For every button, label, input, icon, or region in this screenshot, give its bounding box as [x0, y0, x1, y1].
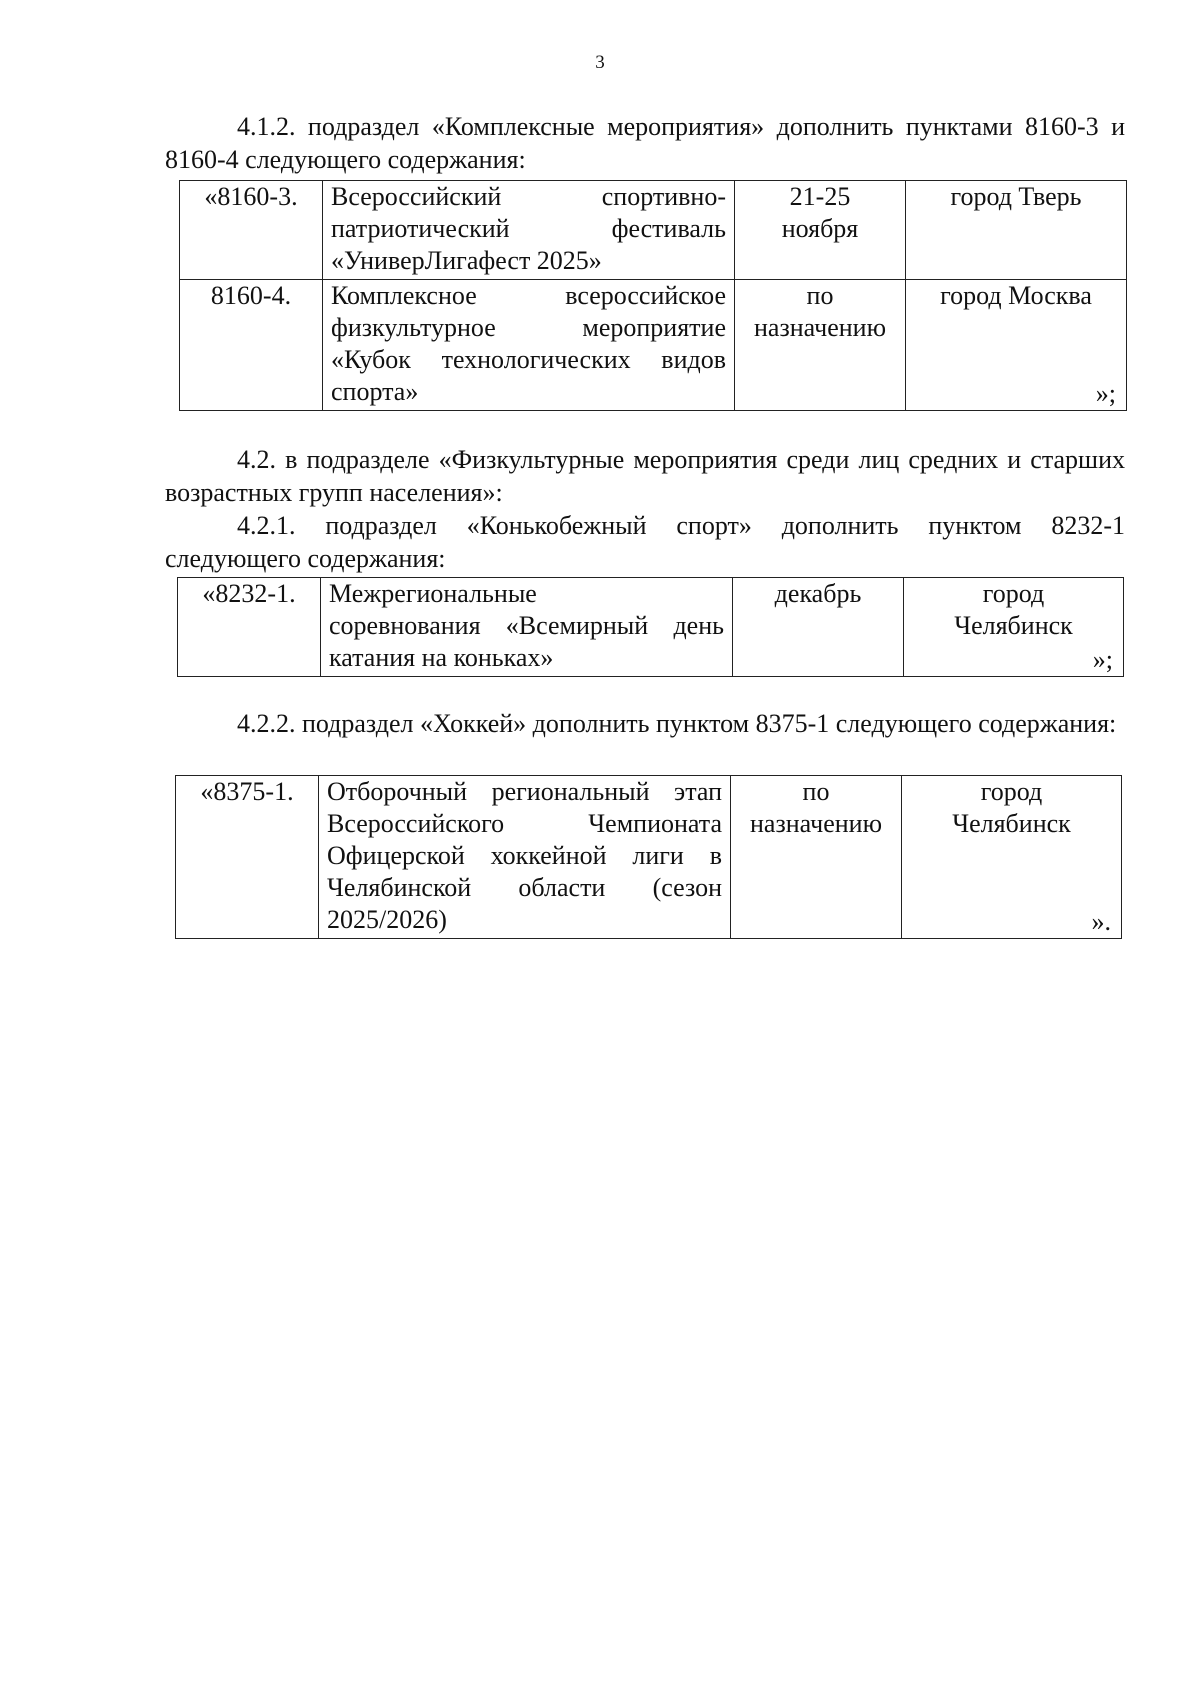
event-place	[906, 280, 1127, 411]
row-number: «8375-1.	[176, 776, 319, 939]
event-date	[735, 181, 906, 280]
date-line: декабрь	[774, 579, 862, 608]
section-4-2-2-paragraph	[165, 707, 1125, 740]
date-line: назначению	[749, 809, 882, 838]
paragraph-text: 4.1.2. подраздел «Комплексные мероприятия» дополнить пунктами 8160-3 и 8160-4 следующего содержания:	[165, 112, 1125, 174]
row-number: «8160-3.	[180, 181, 323, 280]
date-line: 21-25	[789, 182, 851, 211]
name-line: спорта»	[331, 377, 419, 406]
name-line: патриотический фестиваль	[331, 214, 726, 243]
row-number: 8160-4.	[180, 280, 323, 411]
closing-quote: »;	[1095, 379, 1116, 408]
closing-quote: ».	[1091, 907, 1111, 936]
table-row	[176, 776, 1122, 939]
name-line: Всероссийский спортивно-	[331, 182, 726, 211]
name-line: Всероссийского Чемпионата	[327, 809, 722, 838]
place-line: город Тверь	[950, 182, 1082, 211]
page-number: 3	[595, 52, 605, 73]
paragraph-text: 4.2.2. подраздел «Хоккей» дополнить пунктом 8375-1 следующего содержания:	[237, 709, 1117, 738]
place-line: Челябинск	[954, 611, 1073, 640]
paragraph-text: 4.2.1. подраздел «Конькобежный спорт» дополнить пунктом 8232-1 следующего содержания:	[165, 511, 1125, 573]
event-place	[906, 181, 1127, 280]
date-line: назначению	[753, 313, 886, 342]
table-row	[180, 280, 1127, 411]
table-row	[178, 578, 1124, 677]
name-line: «Кубок технологических видов	[331, 345, 726, 374]
name-line: Офицерской хоккейной лиги в	[327, 841, 722, 870]
name-line: Челябинской области (сезон	[327, 873, 722, 902]
table-row	[180, 181, 1127, 280]
event-place	[904, 578, 1124, 677]
place-line: город Москва	[940, 281, 1092, 310]
event-date	[733, 578, 904, 677]
paragraph-text: 4.2. в подразделе «Физкультурные мероприятия среди лиц средних и старших возрастных групп населения»:	[165, 445, 1125, 507]
name-line: «УниверЛигафест 2025»	[331, 246, 602, 275]
closing-quote: »;	[1092, 645, 1113, 674]
date-line: по	[802, 777, 830, 806]
row-number: «8232-1.	[178, 578, 321, 677]
table-8375	[175, 775, 1122, 939]
name-line: катания на коньках»	[329, 643, 554, 672]
table-8160	[179, 180, 1127, 411]
section-4-2-paragraph	[165, 443, 1125, 509]
name-line: соревнования «Всемирный день	[329, 611, 724, 640]
event-name	[319, 776, 731, 939]
event-name	[321, 578, 733, 677]
name-line: 2025/2026)	[327, 905, 447, 934]
name-line: физкультурное мероприятие	[331, 313, 726, 342]
event-place	[902, 776, 1122, 939]
event-name	[323, 280, 735, 411]
event-date	[731, 776, 902, 939]
date-line: по	[806, 281, 834, 310]
section-4-2-1-paragraph	[165, 509, 1125, 575]
date-line: ноября	[781, 214, 859, 243]
event-date	[735, 280, 906, 411]
section-4-1-2-paragraph	[165, 110, 1125, 176]
name-line: Отборочный региональный этап	[327, 777, 722, 806]
name-line: Комплексное всероссийское	[331, 281, 726, 310]
event-name	[323, 181, 735, 280]
place-line: город	[980, 777, 1043, 806]
place-line: Челябинск	[952, 809, 1071, 838]
table-8232	[177, 577, 1124, 677]
name-line: Межрегиональные	[329, 579, 537, 608]
place-line: город	[982, 579, 1045, 608]
